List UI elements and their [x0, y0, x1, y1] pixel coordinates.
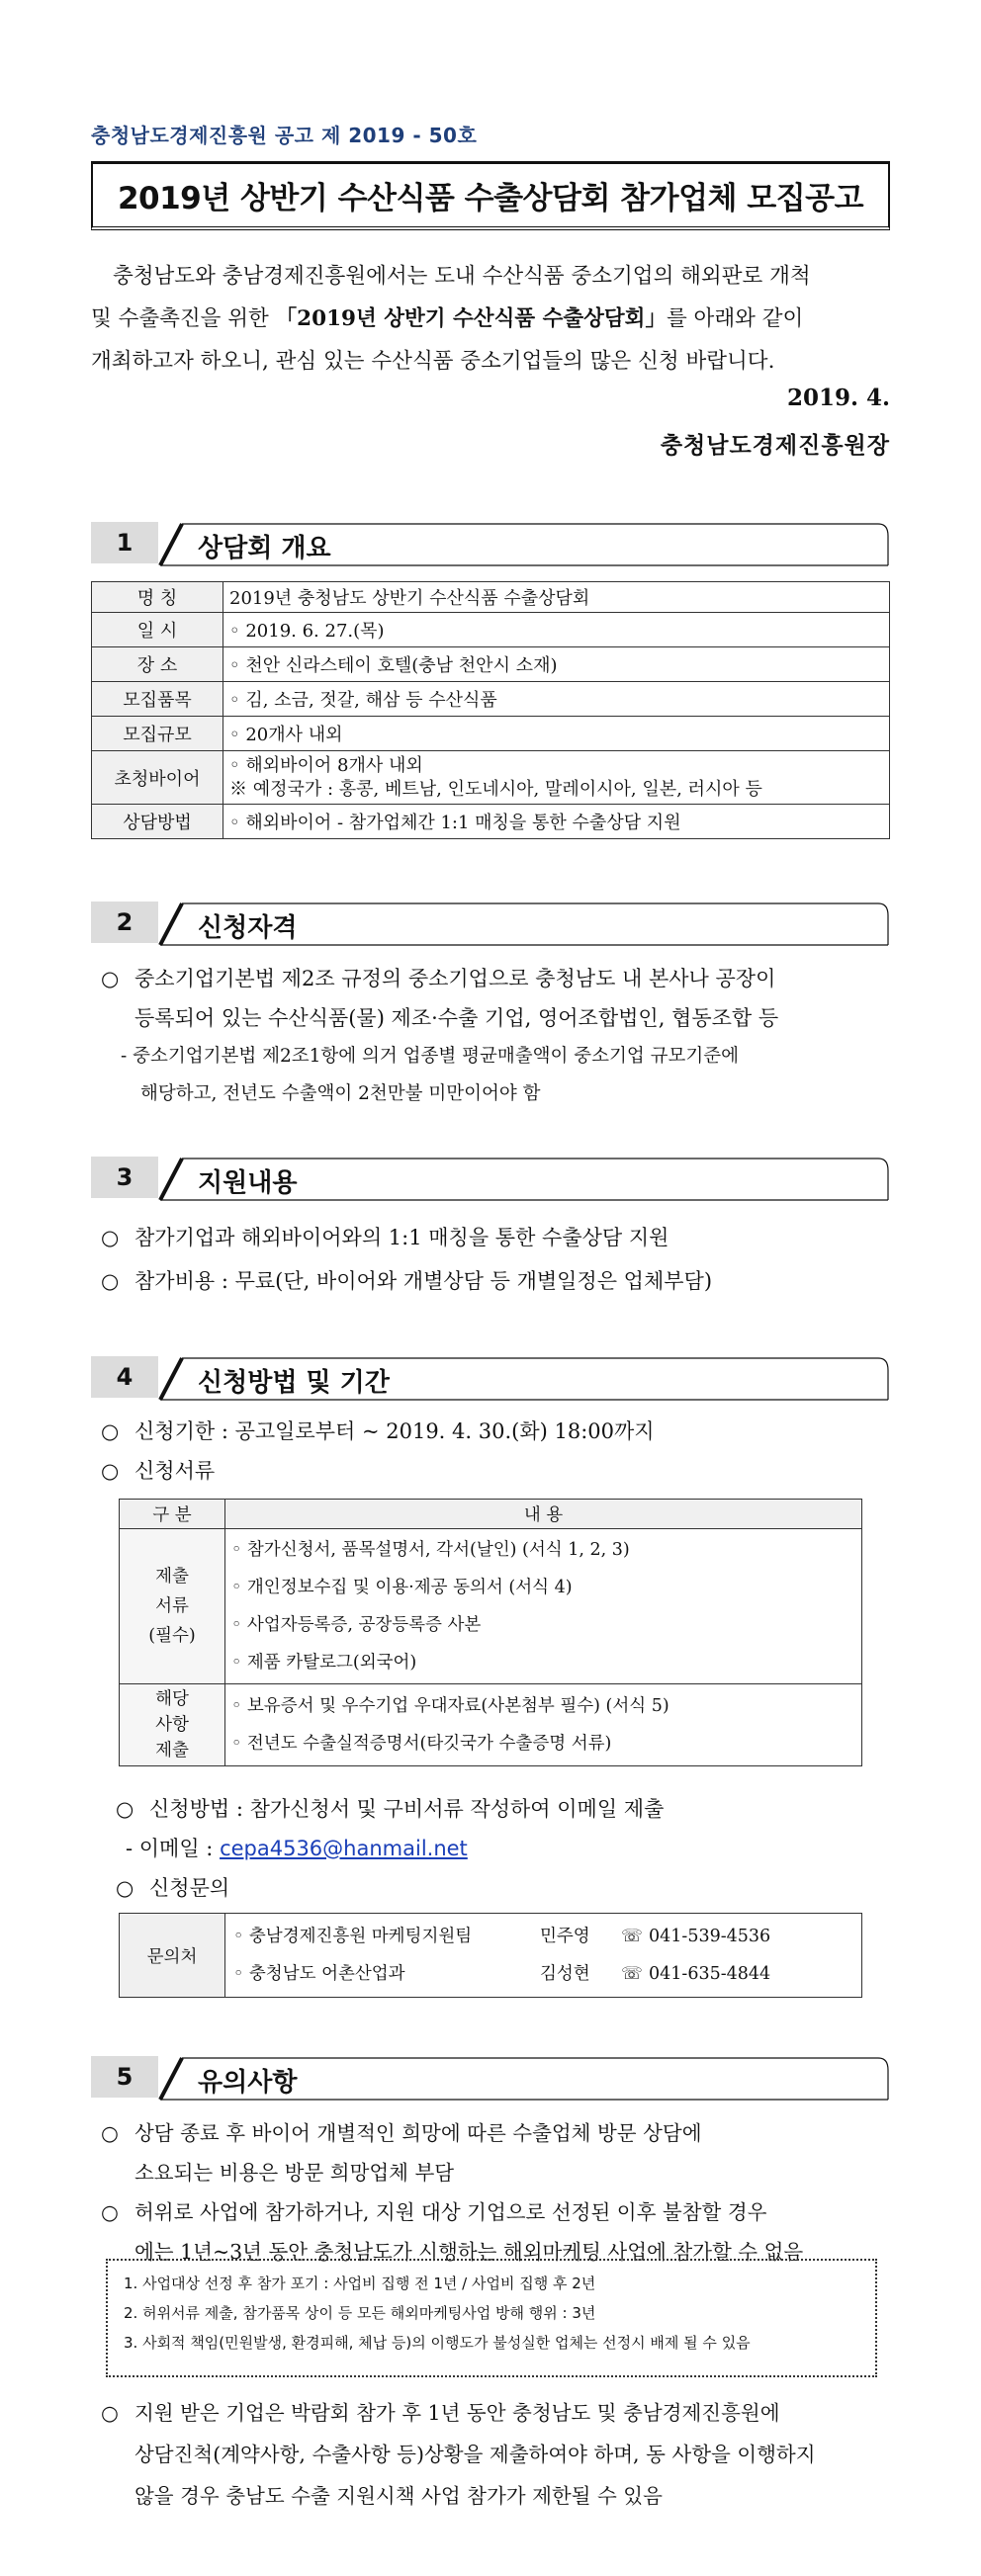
label-line: 제출: [155, 1567, 189, 1587]
penalty-item: 1. 사업대상 선정 후 참가 포기 : 사업비 집행 전 1년 / 사업비 집행 후 2년: [124, 2275, 596, 2292]
section-number: 2: [91, 902, 158, 943]
row-value: [225, 1529, 862, 1684]
table-row: [92, 805, 890, 839]
section-header: [91, 902, 890, 947]
list-item: [101, 1412, 655, 1451]
row-value: ◦ 김, 소금, 젓갈, 해삼 등 수산식품: [223, 682, 890, 717]
intro-paragraph: [91, 255, 890, 383]
section-title: 상담회 개요: [198, 534, 331, 563]
contact-org: ◦ 충남경제진흥원 마케팅지원팀: [233, 1927, 473, 1946]
inquiry-title: 신청문의: [149, 1876, 230, 1900]
contact-org: ◦ 충청남도 어촌산업과: [233, 1964, 405, 1984]
penalty-notebox: [106, 2259, 877, 2377]
table-row: [92, 582, 890, 613]
table-row: [92, 682, 890, 717]
table-header-row: [120, 1500, 862, 1529]
note-line: 소요되는 비용은 방문 희망업체 부담: [134, 2161, 455, 2185]
contact-list: [225, 1914, 862, 1998]
email-label: - 이메일 :: [126, 1837, 221, 1860]
table-row: [120, 1684, 862, 1766]
email-line: [116, 1829, 664, 1868]
contact-name: 김성현: [540, 1964, 590, 1984]
section-number: 4: [91, 1356, 158, 1398]
circle-bullet-icon: ○: [101, 2401, 119, 2425]
detail-line: 해당하고, 전년도 수출액이 2천만불 미만이어야 함: [140, 1083, 541, 1104]
contact-row: [233, 1955, 853, 1993]
row-value-note: ※ 예정국가 : 홍콩, 베트남, 인도네시아, 말레이시아, 일본, 러시아 등: [229, 778, 762, 800]
issuer: 충청남도경제진흥원장: [660, 432, 890, 459]
table-row: [120, 1529, 862, 1684]
section-number: 3: [91, 1157, 158, 1198]
circle-bullet-icon: ○: [101, 1459, 120, 1483]
period-text: 신청기한 : 공고일로부터 ~ 2019. 4. 30.(화) 18:00까지: [134, 1419, 655, 1443]
list-item: [101, 1216, 712, 1259]
list-item: [101, 2113, 803, 2153]
circle-bullet-icon: ○: [101, 1226, 120, 1249]
eligibility-text: [101, 959, 778, 1038]
method-text: 신청방법 : 참가신청서 및 구비서류 작성하여 이메일 제출: [149, 1797, 665, 1821]
doc-item: ◦ 개인정보수집 및 이용·제공 동의서 (서식 4): [231, 1578, 573, 1597]
row-label: 일 시: [92, 613, 223, 647]
notice-date: 2019. 4.: [786, 385, 890, 411]
notice-number: 충청남도경제진흥원 공고 제 2019 - 50호: [91, 124, 478, 147]
note-line: 않을 경우 충남도 수출 지원시책 사업 참가가 제한될 수 있음: [134, 2484, 663, 2508]
circle-bullet-icon: ○: [101, 1269, 120, 1293]
row-label: [120, 1529, 225, 1684]
phone-icon: ☏: [621, 1964, 643, 1984]
note-line: 상담 종료 후 바이어 개별적인 희망에 따른 수출업체 방문 상담에: [134, 2121, 702, 2145]
intro-line: 충청남도와 충남경제진흥원에서는 도내 수산식품 중소기업의 해외판로 개척: [113, 264, 811, 289]
row-label: 모집규모: [92, 717, 223, 751]
eligibility-line: 중소기업기본법 제2조 규정의 중소기업으로 충청남도 내 본사나 공장이: [134, 967, 776, 990]
overview-table: [91, 581, 890, 839]
note-line: 허위로 사업에 참가하거나, 지원 대상 기업으로 선정된 이후 불참할 경우: [134, 2200, 767, 2224]
table-row: [92, 751, 890, 805]
note-line: 상담진척(계약사항, 수출사항 등)상황을 제출하여야 하며, 동 사항을 이행하지: [134, 2443, 816, 2466]
label-line: 사항: [155, 1715, 189, 1735]
note-line: 에는 1년~3년 동안 충청남도가 시행하는 해외마케팅 사업에 참가할 수 없음: [134, 2240, 804, 2264]
circle-bullet-icon: ○: [116, 1797, 134, 1821]
penalty-item: 2. 허위서류 제출, 참가품목 상이 등 모든 해외마케팅사업 방해 행위 : 3년: [124, 2304, 596, 2322]
section-title: 지원내용: [198, 1168, 298, 1198]
row-label: 문의처: [120, 1914, 225, 1998]
section-header: [91, 1356, 890, 1402]
event-name: 「2019년 상반기 수산식품 수출상담회」: [275, 306, 667, 331]
list-item: [116, 1868, 664, 1908]
circle-bullet-icon: ○: [101, 2121, 119, 2145]
row-value: ◦ 20개사 내외: [223, 717, 890, 751]
row-value: [225, 1684, 862, 1766]
intro-line: 개최하고자 하오니, 관심 있는 수산식품 중소기업들의 많은 신청 바랍니다.: [91, 349, 775, 374]
docs-title: 신청서류: [134, 1459, 216, 1483]
circle-bullet-icon: ○: [101, 967, 120, 990]
row-value: ◦ 해외바이어 - 참가업체간 1:1 매칭을 통한 수출상담 지원: [223, 805, 890, 839]
phone-icon: ☏: [621, 1927, 643, 1946]
column-header: 구 분: [120, 1500, 225, 1529]
application-period: [101, 1412, 655, 1491]
label-line: (필수): [148, 1626, 196, 1646]
application-method: [116, 1789, 664, 1908]
contact-phone: 041-539-4536: [649, 1927, 771, 1946]
section-header: [91, 2056, 890, 2102]
section-title: 유의사항: [198, 2068, 298, 2098]
email-link[interactable]: cepa4536@hanmail.net: [220, 1837, 468, 1860]
column-header: 내 용: [225, 1500, 862, 1529]
table-row: [92, 647, 890, 682]
doc-item: ◦ 사업자등록증, 공장등록증 사본: [231, 1615, 482, 1635]
section-number: 5: [91, 2056, 158, 2098]
section-header: [91, 1157, 890, 1202]
notes-list: [101, 2392, 816, 2517]
section-title: 신청자격: [198, 913, 298, 943]
row-value: ◦ 2019. 6. 27.(목): [223, 613, 890, 647]
list-item: [101, 1451, 655, 1491]
section-title: 신청방법 및 기간: [198, 1368, 390, 1398]
row-value: 2019년 충청남도 상반기 수산식품 수출상담회: [223, 582, 890, 613]
contact-phone: 041-635-4844: [649, 1964, 771, 1984]
list-item: [101, 2192, 803, 2232]
page-title: 2019년 상반기 수산식품 수출상담회 참가업체 모집공고: [117, 181, 864, 216]
documents-table: [119, 1499, 862, 1766]
intro-text: 를 아래와 같이: [666, 306, 804, 331]
label-line: 제출: [155, 1741, 189, 1760]
row-value: ◦ 천안 신라스테이 호텔(충남 천안시 소재): [223, 647, 890, 682]
section-number: 1: [91, 522, 158, 563]
list-item: [101, 1259, 712, 1303]
intro-line: [91, 298, 890, 340]
note-line: 지원 받은 기업은 박람회 참가 후 1년 동안 충청남도 및 충남경제진흥원에: [134, 2401, 780, 2425]
row-label: 상담방법: [92, 805, 223, 839]
detail-line: - 중소기업기본법 제2조1항에 의거 업종별 평균매출액이 중소기업 규모기준에: [121, 1046, 739, 1067]
support-list: [101, 1216, 712, 1303]
title-box: [91, 161, 890, 230]
eligibility-line: 등록되어 있는 수산식품(물) 제조·수출 기업, 영어조합법인, 협동조합 등: [134, 1006, 779, 1030]
row-label: 장 소: [92, 647, 223, 682]
doc-item: ◦ 보유증서 및 우수기업 우대자료(사본첨부 필수) (서식 5): [231, 1696, 669, 1716]
doc-item: ◦ 전년도 수출실적증명서(타깃국가 수출증명 서류): [231, 1734, 612, 1754]
circle-bullet-icon: ○: [101, 2200, 119, 2224]
doc-item: ◦ 제품 카탈로그(외국어): [231, 1653, 417, 1673]
penalty-item: 3. 사회적 책임(민원발생, 환경피해, 체납 등)의 이행도가 불성실한 업체는 선정시 배제 될 수 있음: [124, 2334, 751, 2352]
row-value: [223, 751, 890, 805]
row-value-line: ◦ 해외바이어 8개사 내외: [229, 754, 423, 776]
contact-name: 민주영: [540, 1927, 590, 1946]
support-item: 참가비용 : 무료(단, 바이어와 개별상담 등 개별일정은 업체부담): [134, 1269, 713, 1293]
table-row: [92, 613, 890, 647]
label-line: 서류: [155, 1596, 189, 1616]
eligibility-detail: [121, 1038, 739, 1113]
row-label: 모집품목: [92, 682, 223, 717]
list-item: [101, 2392, 816, 2434]
circle-bullet-icon: ○: [116, 1876, 134, 1900]
row-label: 명 칭: [92, 582, 223, 613]
label-line: 해당: [155, 1689, 189, 1709]
notes-list: [101, 2113, 803, 2272]
list-item: [101, 959, 778, 998]
circle-bullet-icon: ○: [101, 1419, 120, 1443]
support-item: 참가기업과 해외바이어와의 1:1 매칭을 통한 수출상담 지원: [134, 1226, 669, 1249]
contact-row: [233, 1918, 853, 1955]
row-label: [120, 1684, 225, 1766]
intro-text: 및 수출촉진을 위한: [91, 306, 276, 331]
table-row: [92, 717, 890, 751]
contact-table: [119, 1913, 862, 1998]
table-row: [120, 1914, 862, 1998]
row-label: 초청바이어: [92, 751, 223, 805]
doc-item: ◦ 참가신청서, 품목설명서, 각서(날인) (서식 1, 2, 3): [231, 1540, 630, 1560]
section-header: [91, 522, 890, 567]
list-item: [116, 1789, 664, 1829]
